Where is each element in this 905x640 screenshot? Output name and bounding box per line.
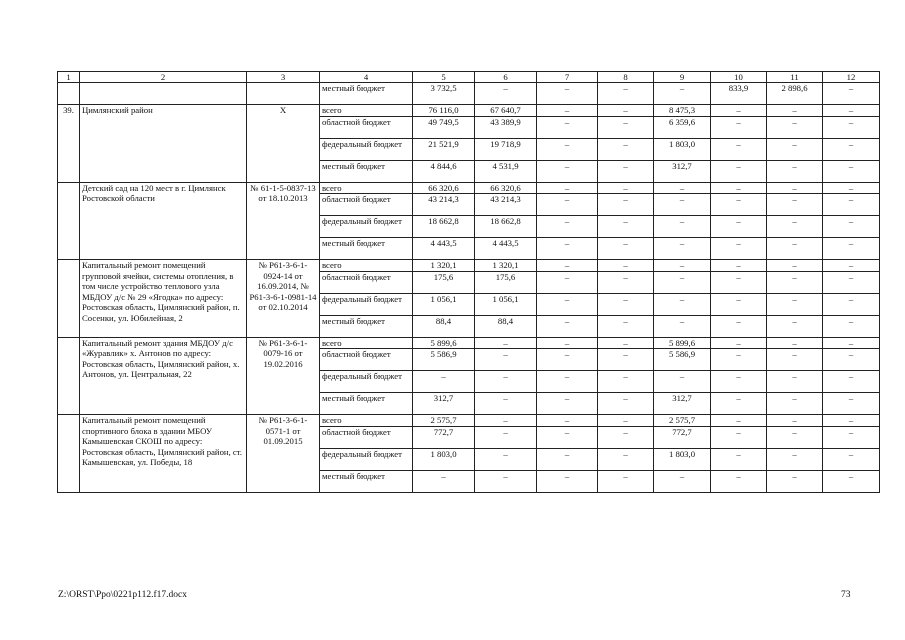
amount-cell: – bbox=[823, 470, 880, 492]
document-ref: № Р61-3-6-1-0924-14 от 16.09.2014, № Р61-3-6-1-0981-14 от 02.10.2014 bbox=[247, 260, 320, 337]
amount-cell: – bbox=[475, 426, 537, 448]
budget-source: местный бюджет bbox=[320, 470, 413, 492]
amount-cell: – bbox=[823, 315, 880, 337]
budget-source: областной бюджет bbox=[320, 194, 413, 216]
amount-cell: 1 056,1 bbox=[475, 293, 537, 315]
table-row bbox=[58, 182, 880, 193]
amount-cell: – bbox=[598, 83, 654, 105]
column-header: 2 bbox=[80, 72, 247, 83]
amount-cell: 4 443,5 bbox=[475, 238, 537, 260]
amount-cell: – bbox=[767, 293, 823, 315]
amount-cell: – bbox=[598, 415, 654, 426]
amount-cell: – bbox=[475, 337, 537, 348]
amount-cell: 4 531,9 bbox=[475, 160, 537, 182]
amount-cell: – bbox=[767, 116, 823, 138]
amount-cell: – bbox=[767, 194, 823, 216]
budget-source: федеральный бюджет bbox=[320, 371, 413, 393]
amount-cell: – bbox=[823, 216, 880, 238]
amount-cell: – bbox=[537, 116, 598, 138]
amount-cell: – bbox=[537, 105, 598, 116]
amount-cell: – bbox=[823, 238, 880, 260]
budget-source: областной бюджет bbox=[320, 116, 413, 138]
amount-cell: – bbox=[823, 105, 880, 116]
amount-cell: – bbox=[598, 260, 654, 271]
amount-cell: – bbox=[598, 182, 654, 193]
row-number bbox=[58, 182, 80, 259]
object-name: Капитальный ремонт помещений спортивного блока в здании МБОУ Камышевская СКОШ по адресу: Ростовская область, Цимлянский район, ст. Камышевская, ул. Победы, 18 bbox=[80, 415, 247, 492]
amount-cell: – bbox=[711, 105, 767, 116]
document-ref bbox=[247, 83, 320, 105]
amount-cell: – bbox=[537, 293, 598, 315]
amount-cell: – bbox=[537, 393, 598, 415]
amount-cell: – bbox=[413, 371, 475, 393]
amount-cell: – bbox=[598, 470, 654, 492]
amount-cell: – bbox=[654, 271, 711, 293]
amount-cell: – bbox=[537, 216, 598, 238]
amount-cell: 18 662,8 bbox=[413, 216, 475, 238]
amount-cell: – bbox=[654, 315, 711, 337]
amount-cell: – bbox=[598, 349, 654, 371]
amount-cell: 1 320,1 bbox=[475, 260, 537, 271]
table-row bbox=[58, 105, 880, 116]
object-name: Детский сад на 120 мест в г. Цимлянск Ростовской области bbox=[80, 182, 247, 259]
amount-cell: – bbox=[767, 105, 823, 116]
amount-cell: – bbox=[823, 83, 880, 105]
object-name bbox=[80, 83, 247, 105]
budget-source: всего bbox=[320, 260, 413, 271]
amount-cell: – bbox=[711, 216, 767, 238]
header-row bbox=[58, 72, 880, 83]
amount-cell: 1 320,1 bbox=[413, 260, 475, 271]
amount-cell: – bbox=[537, 371, 598, 393]
amount-cell: – bbox=[823, 349, 880, 371]
budget-source: всего bbox=[320, 105, 413, 116]
amount-cell: – bbox=[475, 371, 537, 393]
amount-cell: – bbox=[823, 371, 880, 393]
amount-cell: 5 586,9 bbox=[413, 349, 475, 371]
amount-cell: – bbox=[537, 138, 598, 160]
amount-cell: – bbox=[475, 83, 537, 105]
amount-cell: 1 803,0 bbox=[654, 448, 711, 470]
amount-cell: 8 475,3 bbox=[654, 105, 711, 116]
amount-cell: 2 898,6 bbox=[767, 83, 823, 105]
column-header: 4 bbox=[320, 72, 413, 83]
amount-cell: 312,7 bbox=[413, 393, 475, 415]
row-number bbox=[58, 415, 80, 492]
amount-cell: – bbox=[767, 315, 823, 337]
amount-cell: 66 320,6 bbox=[475, 182, 537, 193]
amount-cell: – bbox=[537, 83, 598, 105]
amount-cell: – bbox=[475, 349, 537, 371]
amount-cell: – bbox=[654, 216, 711, 238]
amount-cell: – bbox=[654, 470, 711, 492]
amount-cell: – bbox=[711, 393, 767, 415]
budget-source: местный бюджет bbox=[320, 238, 413, 260]
amount-cell: 43 389,9 bbox=[475, 116, 537, 138]
amount-cell: – bbox=[823, 116, 880, 138]
amount-cell: – bbox=[711, 315, 767, 337]
table-row bbox=[58, 260, 880, 271]
amount-cell: – bbox=[767, 138, 823, 160]
amount-cell: – bbox=[654, 182, 711, 193]
column-header: 5 bbox=[413, 72, 475, 83]
budget-source: областной бюджет bbox=[320, 426, 413, 448]
amount-cell: 88,4 bbox=[413, 315, 475, 337]
budget-source: местный бюджет bbox=[320, 393, 413, 415]
amount-cell: 772,7 bbox=[654, 426, 711, 448]
amount-cell: – bbox=[767, 271, 823, 293]
amount-cell: – bbox=[598, 293, 654, 315]
amount-cell: – bbox=[654, 293, 711, 315]
column-header: 3 bbox=[247, 72, 320, 83]
amount-cell: – bbox=[823, 448, 880, 470]
amount-cell: – bbox=[598, 105, 654, 116]
amount-cell: – bbox=[598, 216, 654, 238]
amount-cell: – bbox=[654, 194, 711, 216]
amount-cell: 4 443,5 bbox=[413, 238, 475, 260]
amount-cell: – bbox=[654, 260, 711, 271]
amount-cell: – bbox=[537, 337, 598, 348]
amount-cell: – bbox=[711, 116, 767, 138]
object-name: Капитальный ремонт помещений групповой ячейки, системы отопления, в том числе устройство теплового узла МБДОУ д/с № 29 «Ягодка» по адресу: Ростовская область, Цимлянский район, п. Сосенки, ул. Юбилейная, 2 bbox=[80, 260, 247, 337]
document-ref: № Р61-3-6-1-0571-1 от 01.09.2015 bbox=[247, 415, 320, 492]
amount-cell: 67 640,7 bbox=[475, 105, 537, 116]
budget-source: федеральный бюджет bbox=[320, 448, 413, 470]
amount-cell: – bbox=[711, 160, 767, 182]
document-ref: № Р61-3-6-1-0079-16 от 19.02.2016 bbox=[247, 337, 320, 414]
amount-cell: – bbox=[767, 393, 823, 415]
amount-cell: – bbox=[823, 271, 880, 293]
budget-source: всего bbox=[320, 337, 413, 348]
amount-cell: – bbox=[654, 371, 711, 393]
amount-cell: – bbox=[537, 160, 598, 182]
budget-source: всего bbox=[320, 182, 413, 193]
amount-cell: 88,4 bbox=[475, 315, 537, 337]
row-number: 39. bbox=[58, 105, 80, 182]
budget-source: федеральный бюджет bbox=[320, 216, 413, 238]
amount-cell: – bbox=[823, 138, 880, 160]
amount-cell: – bbox=[711, 426, 767, 448]
amount-cell: – bbox=[711, 337, 767, 348]
amount-cell: – bbox=[711, 470, 767, 492]
amount-cell: – bbox=[823, 337, 880, 348]
amount-cell: 19 718,9 bbox=[475, 138, 537, 160]
amount-cell: 1 803,0 bbox=[413, 448, 475, 470]
amount-cell: – bbox=[767, 216, 823, 238]
amount-cell: – bbox=[475, 393, 537, 415]
budget-source: федеральный бюджет bbox=[320, 293, 413, 315]
amount-cell: – bbox=[711, 448, 767, 470]
amount-cell: – bbox=[598, 194, 654, 216]
amount-cell: 175,6 bbox=[413, 271, 475, 293]
amount-cell: 4 844,6 bbox=[413, 160, 475, 182]
budget-table bbox=[57, 71, 880, 493]
table-row bbox=[58, 415, 880, 426]
amount-cell: – bbox=[537, 194, 598, 216]
amount-cell: – bbox=[537, 260, 598, 271]
amount-cell: 1 056,1 bbox=[413, 293, 475, 315]
amount-cell: – bbox=[711, 260, 767, 271]
amount-cell: – bbox=[823, 293, 880, 315]
amount-cell: – bbox=[537, 238, 598, 260]
column-header: 6 bbox=[475, 72, 537, 83]
amount-cell: – bbox=[823, 426, 880, 448]
amount-cell: – bbox=[823, 182, 880, 193]
row-number bbox=[58, 337, 80, 414]
amount-cell: – bbox=[537, 271, 598, 293]
amount-cell: 2 575,7 bbox=[654, 415, 711, 426]
column-header: 8 bbox=[598, 72, 654, 83]
amount-cell: – bbox=[598, 393, 654, 415]
amount-cell: 833,9 bbox=[711, 83, 767, 105]
amount-cell: 43 214,3 bbox=[475, 194, 537, 216]
amount-cell: – bbox=[823, 160, 880, 182]
column-header: 11 bbox=[767, 72, 823, 83]
amount-cell: 6 359,6 bbox=[654, 116, 711, 138]
file-path: Z:\ORST\Ppo\0221p112.f17.docx bbox=[58, 590, 187, 600]
amount-cell: – bbox=[767, 415, 823, 426]
amount-cell: – bbox=[475, 470, 537, 492]
amount-cell: – bbox=[767, 337, 823, 348]
amount-cell: – bbox=[711, 293, 767, 315]
amount-cell: – bbox=[711, 182, 767, 193]
amount-cell: – bbox=[598, 238, 654, 260]
amount-cell: – bbox=[598, 426, 654, 448]
amount-cell: – bbox=[475, 415, 537, 426]
amount-cell: – bbox=[537, 448, 598, 470]
budget-source: всего bbox=[320, 415, 413, 426]
amount-cell: 5 899,6 bbox=[654, 337, 711, 348]
amount-cell: – bbox=[823, 194, 880, 216]
amount-cell: 21 521,9 bbox=[413, 138, 475, 160]
amount-cell: – bbox=[711, 415, 767, 426]
amount-cell: – bbox=[767, 470, 823, 492]
amount-cell: – bbox=[598, 271, 654, 293]
amount-cell: – bbox=[711, 238, 767, 260]
amount-cell: – bbox=[598, 315, 654, 337]
row-number bbox=[58, 83, 80, 105]
amount-cell: – bbox=[654, 83, 711, 105]
document-ref: X bbox=[247, 105, 320, 182]
amount-cell: 66 320,6 bbox=[413, 182, 475, 193]
amount-cell: 49 749,5 bbox=[413, 116, 475, 138]
amount-cell: – bbox=[767, 349, 823, 371]
column-header: 9 bbox=[654, 72, 711, 83]
amount-cell: 3 732,5 bbox=[413, 83, 475, 105]
amount-cell: – bbox=[537, 349, 598, 371]
budget-source: местный бюджет bbox=[320, 83, 413, 105]
amount-cell: – bbox=[767, 448, 823, 470]
amount-cell: – bbox=[598, 138, 654, 160]
amount-cell: – bbox=[711, 371, 767, 393]
amount-cell: – bbox=[537, 415, 598, 426]
amount-cell: – bbox=[711, 271, 767, 293]
amount-cell: – bbox=[537, 315, 598, 337]
column-header: 12 bbox=[823, 72, 880, 83]
row-number bbox=[58, 260, 80, 337]
amount-cell: – bbox=[767, 426, 823, 448]
amount-cell: – bbox=[654, 238, 711, 260]
amount-cell: – bbox=[598, 116, 654, 138]
amount-cell: – bbox=[767, 260, 823, 271]
budget-source: местный бюджет bbox=[320, 160, 413, 182]
amount-cell: – bbox=[711, 138, 767, 160]
amount-cell: 18 662,8 bbox=[475, 216, 537, 238]
amount-cell: – bbox=[767, 182, 823, 193]
amount-cell: – bbox=[823, 415, 880, 426]
amount-cell: – bbox=[537, 470, 598, 492]
amount-cell: – bbox=[767, 238, 823, 260]
budget-source: областной бюджет bbox=[320, 271, 413, 293]
amount-cell: 1 803,0 bbox=[654, 138, 711, 160]
amount-cell: – bbox=[598, 337, 654, 348]
amount-cell: – bbox=[711, 349, 767, 371]
object-name: Цимлянский район bbox=[80, 105, 247, 182]
amount-cell: – bbox=[598, 448, 654, 470]
amount-cell: – bbox=[537, 182, 598, 193]
amount-cell: – bbox=[823, 393, 880, 415]
document-ref: № 61-1-5-0837-13 от 18.10.2013 bbox=[247, 182, 320, 259]
amount-cell: – bbox=[413, 470, 475, 492]
table-row bbox=[58, 83, 880, 105]
budget-source: местный бюджет bbox=[320, 315, 413, 337]
amount-cell: 5 586,9 bbox=[654, 349, 711, 371]
amount-cell: – bbox=[767, 371, 823, 393]
amount-cell: 2 575,7 bbox=[413, 415, 475, 426]
page-number: 73 bbox=[841, 590, 851, 600]
budget-source: федеральный бюджет bbox=[320, 138, 413, 160]
object-name: Капитальный ремонт здания МБДОУ д/с «Журавлик» х. Антонов по адресу: Ростовская область, Цимлянский район, х. Антонов, ул. Центральная, 22 bbox=[80, 337, 247, 414]
column-header: 1 bbox=[58, 72, 80, 83]
amount-cell: – bbox=[598, 160, 654, 182]
budget-source: областной бюджет bbox=[320, 349, 413, 371]
amount-cell: 772,7 bbox=[413, 426, 475, 448]
amount-cell: 76 116,0 bbox=[413, 105, 475, 116]
amount-cell: 312,7 bbox=[654, 393, 711, 415]
amount-cell: 43 214,3 bbox=[413, 194, 475, 216]
amount-cell: – bbox=[475, 448, 537, 470]
amount-cell: – bbox=[711, 194, 767, 216]
amount-cell: 175,6 bbox=[475, 271, 537, 293]
amount-cell: – bbox=[767, 160, 823, 182]
table-row bbox=[58, 337, 880, 348]
amount-cell: – bbox=[598, 371, 654, 393]
amount-cell: 5 899,6 bbox=[413, 337, 475, 348]
amount-cell: – bbox=[537, 426, 598, 448]
column-header: 10 bbox=[711, 72, 767, 83]
amount-cell: – bbox=[823, 260, 880, 271]
column-header: 7 bbox=[537, 72, 598, 83]
amount-cell: 312,7 bbox=[654, 160, 711, 182]
